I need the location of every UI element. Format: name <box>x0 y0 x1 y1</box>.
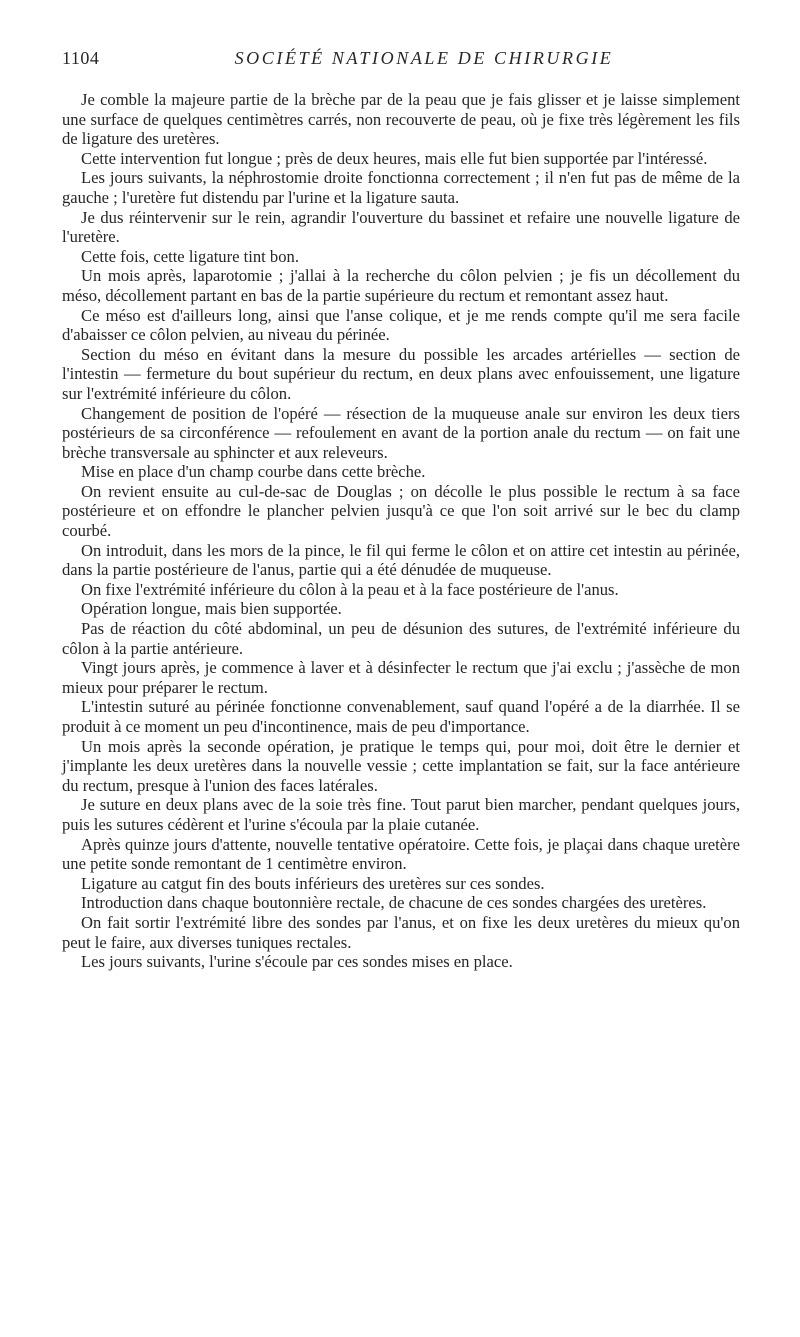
paragraph: Introduction dans chaque boutonnière rectale, de chacune de ces sondes chargées des uretères. <box>81 893 707 913</box>
paragraph: Opération longue, mais bien supportée. <box>81 599 342 619</box>
paragraph: Après quinze jours d'attente, nouvelle tentative opératoire. Cette fois, je plaçai dans chaque uretère une petite sonde remontant de 1 centimètre environ. <box>62 834 740 874</box>
paragraph: Cette intervention fut longue ; près de deux heures, mais elle fut bien supportée par l'intéressé. <box>81 148 708 168</box>
page-number: 1104 <box>62 48 100 68</box>
paragraph: Je suture en deux plans avec de la soie très fine. Tout parut bien marcher, pendant quelques jours, puis les sutures cédèrent et l'urine s'écoula par la plaie cutanée. <box>62 795 740 834</box>
running-head: SOCIÉTÉ NATIONALE DE CHIRURGIE <box>234 48 614 68</box>
paragraph: L'intestin suturé au périnée fonctionne convenablement, sauf quand l'opéré a de la diarrhée. Il se produit à ce moment un peu d'incontinence, mais de peu d'importance. <box>62 697 740 736</box>
paragraph: On introduit, dans les mors de la pince, le fil qui ferme le côlon et on attire cet intestin au périnée, dans la partie postérieure de l'anus, partie qui a été dénudée de muqueuse. <box>62 540 740 580</box>
paragraph: Changement de position de l'opéré — résection de la muqueuse anale sur environ les deux tiers postérieurs de sa circonférence — refoulement en avant de la portion anale du rectum — on fait une brèche transversale au sphincter et aux releveurs. <box>62 403 740 462</box>
paragraph: Les jours suivants, la néphrostomie droite fonctionna correctement ; il n'en fut pas de même de la gauche ; l'uretère fut distendu par l'urine et la ligature sauta. <box>62 168 740 207</box>
paragraph: Un mois après, laparotomie ; j'allai à la recherche du côlon pelvien ; je fis un décollement du méso, décollement partant en bas de la partie supérieure du rectum et remontant assez haut. <box>62 266 740 305</box>
paragraph: Section du méso en évitant dans la mesure du possible les arcades artérielles — section de l'intestin — fermeture du bout supérieur du rectum, en deux plans avec enfouissement, une ligature sur l'extrémité inférieure du côlon. <box>62 344 740 403</box>
body-text <box>62 90 740 972</box>
page-header <box>62 48 740 72</box>
document-page <box>62 48 740 972</box>
paragraph: Les jours suivants, l'urine s'écoule par ces sondes mises en place. <box>81 952 513 972</box>
paragraph: Pas de réaction du côté abdominal, un peu de désunion des sutures, de l'extrémité inférieure du côlon à la partie antérieure. <box>62 619 740 658</box>
paragraph: Cette fois, cette ligature tint bon. <box>81 246 299 266</box>
paragraph: Je dus réintervenir sur le rein, agrandir l'ouverture du bassinet et refaire une nouvelle ligature de l'uretère. <box>62 207 740 247</box>
paragraph: On fait sortir l'extrémité libre des sondes par l'anus, et on fixe les deux uretères du mieux qu'on peut le faire, aux diverses tuniques rectales. <box>62 912 740 952</box>
paragraph: Vingt jours après, je commence à laver et à désinfecter le rectum que j'ai exclu ; j'assèche de mon mieux pour préparer le rectum. <box>62 658 740 697</box>
paragraph: Je comble la majeure partie de la brèche par de la peau que je fais glisser et je laisse simplement une surface de quelques centimètres carrés, non recouverte de peau, où je fixe très légèrement les fils de ligature des uretères. <box>62 90 740 149</box>
paragraph: On revient ensuite au cul-de-sac de Douglas ; on décolle le plus possible le rectum à sa face postérieure et on effondre le plancher pelvien jusqu'à ce que l'on soit arrivé sur le bec du clamp courbé. <box>62 481 740 541</box>
paragraph: On fixe l'extrémité inférieure du côlon à la peau et à la face postérieure de l'anus. <box>81 579 619 599</box>
paragraph: Ce méso est d'ailleurs long, ainsi que l'anse colique, et je me rends compte qu'il me sera facile d'abaisser ce côlon pelvien, au niveau du périnée. <box>62 305 740 345</box>
paragraph: Mise en place d'un champ courbe dans cette brèche. <box>81 462 426 482</box>
paragraph: Ligature au catgut fin des bouts inférieurs des uretères sur ces sondes. <box>81 873 545 893</box>
paragraph: Un mois après la seconde opération, je pratique le temps qui, pour moi, doit être le dernier et j'implante les deux uretères dans la nouvelle vessie ; cette implantation se fait, sur la face antérieure du rectum, presque à l'union des faces latérales. <box>62 736 740 795</box>
